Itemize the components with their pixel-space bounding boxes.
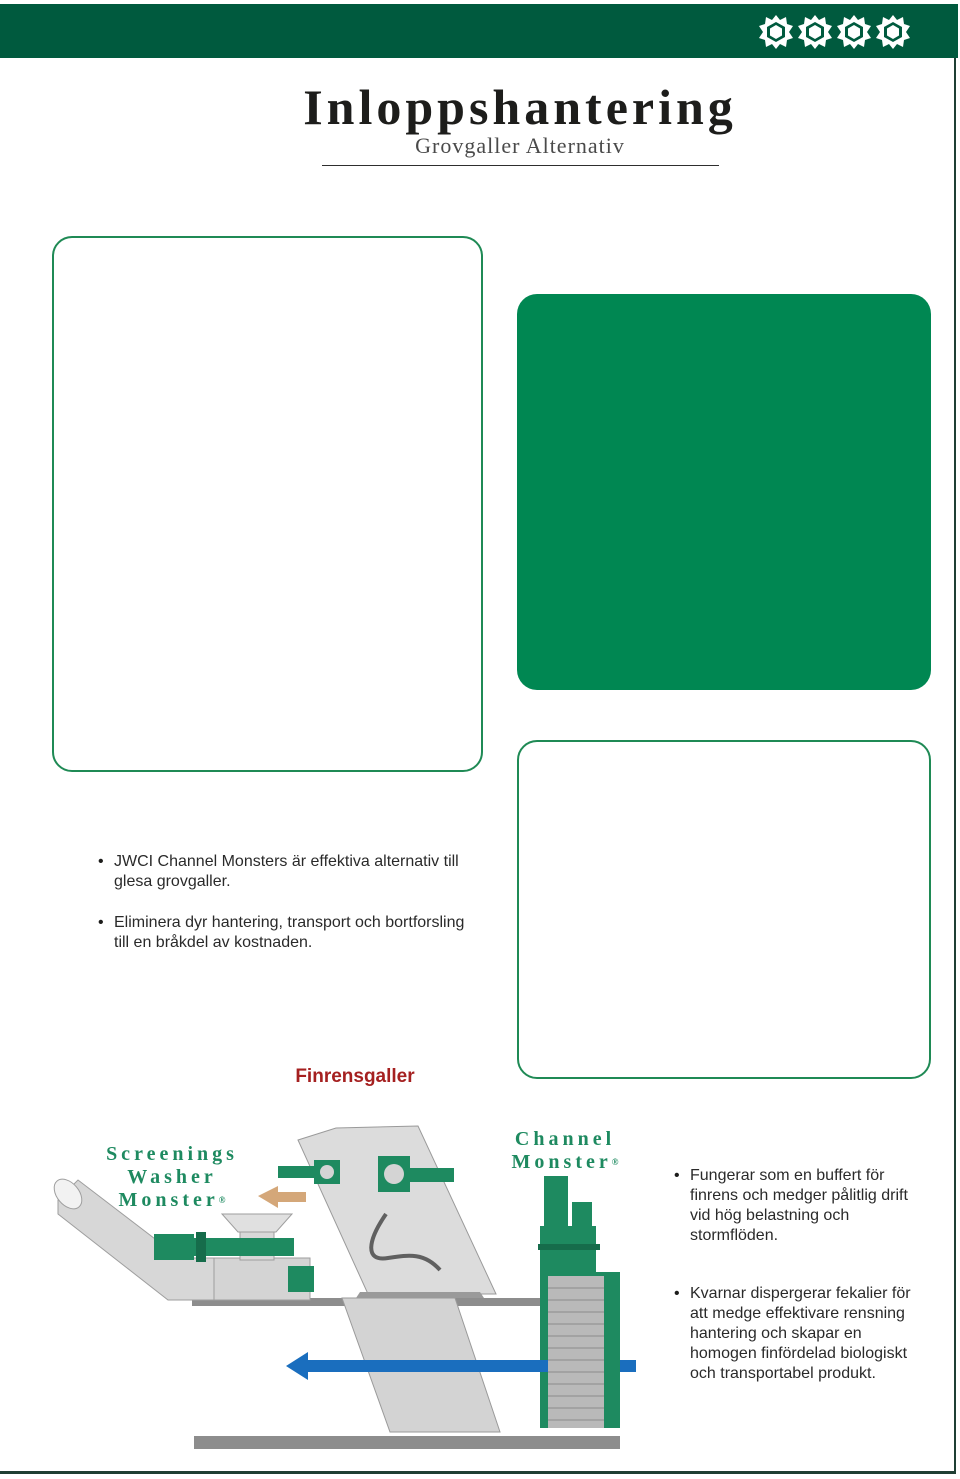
page-title: Inloppshantering xyxy=(303,79,737,135)
channel-bottom xyxy=(194,1436,620,1449)
screenings-washer-label: Screenings Washer Monster® xyxy=(106,1143,238,1211)
screen-drive-arm xyxy=(278,1166,318,1178)
diagram-title: Finrensgaller xyxy=(295,1066,415,1087)
washer-hopper xyxy=(222,1214,292,1232)
screen-base xyxy=(356,1292,484,1298)
channel-gearbox xyxy=(540,1226,596,1276)
channel-motor-right xyxy=(572,1202,592,1230)
flow-arrow-tail xyxy=(620,1360,636,1372)
list-item: • Fungerar som en buffert för finrens och medger pålitlig drift vid hög belastning och stormflöden. xyxy=(674,1166,914,1246)
channel-monster-label: Channel Monster® xyxy=(511,1128,619,1173)
inclined-screen-upper xyxy=(298,1126,496,1294)
washer-flange xyxy=(196,1232,206,1262)
list-item: • Eliminera dyr hantering, transport och bortforsling till en bråkdel av kostnaden. xyxy=(98,913,478,953)
washer-pump xyxy=(288,1266,314,1292)
page-subtitle: Grovgaller Alternativ xyxy=(415,133,625,158)
screen-motor-hub xyxy=(384,1164,404,1184)
channel-band xyxy=(538,1244,600,1250)
channel-motor-left xyxy=(544,1176,568,1230)
right-bullet-list xyxy=(674,1166,914,1422)
screen-motor-arm xyxy=(404,1168,454,1182)
list-item: • JWCI Channel Monsters är effektiva alternativ till glesa grovgaller. xyxy=(98,852,478,892)
channel-drum xyxy=(548,1276,604,1428)
screen-drive-hub xyxy=(320,1165,334,1179)
list-item: • Kvarnar dispergerar fekalier för att medge effektivare rensning hantering och skapar en homogen finfördelad biologiskt och transportabel produkt. xyxy=(674,1284,914,1384)
washer-motor xyxy=(154,1234,194,1260)
